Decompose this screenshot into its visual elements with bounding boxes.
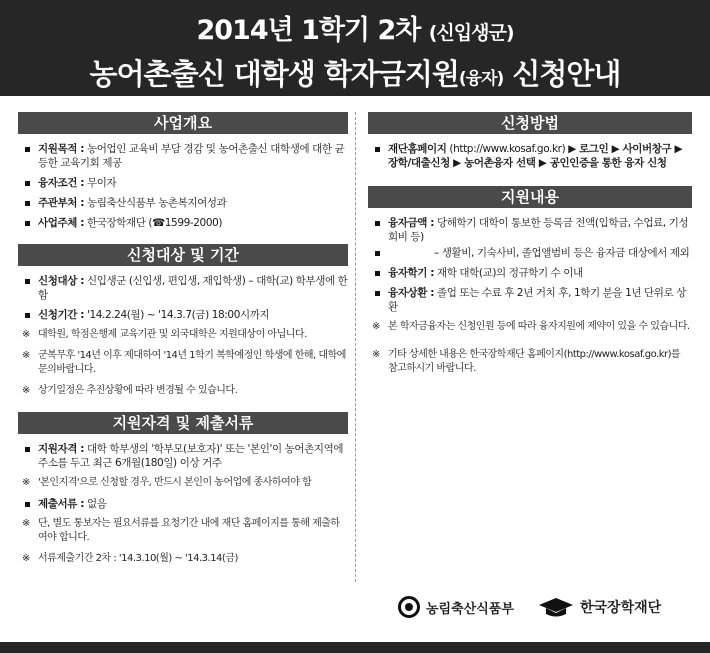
- right-column: [368, 112, 692, 383]
- note: ※ 군복무후 '14년 이후 제대하여 '14년 1학기 복학예정인 학생에 한해, 대학에 문의바랍니다.: [22, 350, 346, 375]
- note: ※ 상기일정은 추진상황에 따라 변경될 수 있습니다.: [22, 385, 238, 396]
- title-line-1: [0, 8, 710, 47]
- title-main: 2014년 1학기 2차: [196, 15, 421, 46]
- title-guide: 신청안내: [503, 57, 621, 91]
- title-program: 농어촌출신 대학생 학자금지원: [89, 57, 459, 91]
- kosaf-logo: 한국장학재단: [538, 596, 661, 618]
- list-item: 재단홈페이지 (http://www.kosaf.go.kr) ▶ 로그인 ▶ 사이버창구 ▶ 장학/대출신청 ▶ 농어촌융자 선택 ▶ 공인인증을 통한 융자 신청: [368, 142, 692, 170]
- homepage-link[interactable]: (http://www.kosaf.go.kr): [449, 143, 566, 155]
- list-item: 제출서류 : 없음: [18, 497, 348, 511]
- title-group: (신입생군): [428, 22, 514, 44]
- note: ※ '본인지격'으로 신청할 경우, 반드시 본인이 농어업에 종사하여야 함: [22, 477, 312, 488]
- list-item: 융자상환 : 졸업 또는 수료 후 2년 거치 후, 1학기 분을 1년 단위로 상환: [368, 286, 692, 314]
- column-divider: [355, 112, 356, 582]
- note: ※ 단, 별도 통보자는 필요서류를 요청기간 내에 재단 홈페이지를 통해 제출하여야 합니다.: [22, 518, 340, 543]
- list-item: 융자금액 : 당해학기 대학이 통보한 등록금 전액(입학금, 수업료, 기성회비 등): [368, 216, 692, 244]
- note: ※ 기타 상세한 내용은 한국장학재단 홈페이지(http://www.kosaf.go.kr)를 참고하시기 바랍니다.: [372, 349, 681, 374]
- mafra-emblem-icon: [398, 596, 420, 618]
- list-item: 신청기간 : '14.2.24(월) ~ '14.3.7(금) 18:00시까지: [18, 308, 348, 322]
- list-item: 신청대상 : 신입생군 (신입생, 편입생, 재입학생) – 대학(교) 학부생에 한함: [18, 274, 348, 302]
- note: ※ 서류제출기간 2차 : '14.3.10(월) ~ '14.3.14(금): [22, 553, 238, 564]
- header-banner: [0, 0, 710, 96]
- graduation-cap-icon: [538, 596, 574, 618]
- list-item: 융자학기 : 재학 대학(교)의 정규학기 수 이내: [368, 266, 692, 280]
- sub-item: – 생활비, 기숙사비, 졸업앨범비 등은 융자금 대상에서 제외: [368, 246, 692, 260]
- left-column: [18, 112, 348, 573]
- list-item: 주관부처 : 농림축산식품부 농촌복지여성과: [18, 196, 348, 210]
- title-line-2: [0, 52, 710, 93]
- note: ※ 본 학자금융자는 신청인원 등에 따라 융자지원에 제약이 있을 수 있습니다.: [372, 321, 690, 332]
- list-item: 사업주체 : 한국장학재단 (☎1599-2000): [18, 216, 348, 230]
- mafra-logo: 농림축산식품부: [398, 596, 514, 618]
- section-support-title: 지원내용: [368, 186, 692, 208]
- title-loan-tag: (융자): [458, 69, 504, 89]
- section-overview-title: 사업개요: [18, 112, 348, 134]
- note: ※ 대학원, 학점은행제 교육기관 및 외국대학은 지원대상이 아닙니다.: [22, 329, 307, 340]
- list-item: 지원자격 : 대학 학부생의 '학부모(보호자)' 또는 '본인'이 농어촌지역에 주소를 두고 최근 6개월(180일) 이상 거주: [18, 442, 348, 470]
- list-item: 융자조건 : 무이자: [18, 176, 348, 190]
- footer-bar: [0, 642, 710, 653]
- section-method-title: 신청방법: [368, 112, 692, 134]
- section-qualification-title: 지원자격 및 제출서류: [18, 412, 348, 434]
- section-eligibility-title: 신청대상 및 기간: [18, 244, 348, 266]
- list-item: 지원목적 : 농어업인 교육비 부담 경감 및 농어촌출신 대학생에 대한 균등한 교육기회 제공: [18, 142, 348, 170]
